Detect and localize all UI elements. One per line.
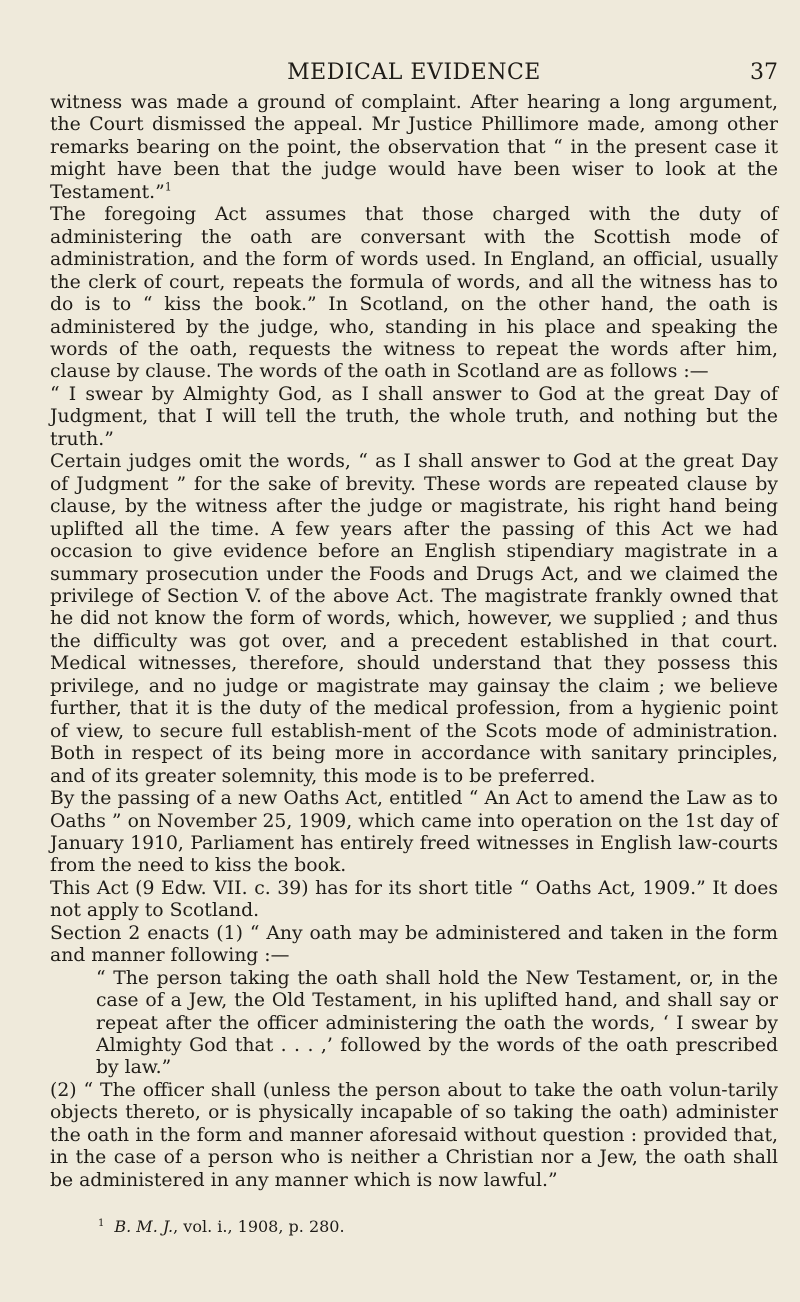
page-header	[50, 60, 778, 90]
page-number: 37	[750, 60, 778, 85]
paragraph: (2) “ The officer shall (unless the person about to take the oath volun-tarily objects thereto, or is physically incapable of so taking the oath) administer the oath in the form and manner aforesaid without question : provided that, in the case of a person who is neither a Christian nor a Jew, the oath shall be administered in any manner which is now lawful.”	[50, 1079, 778, 1191]
statute-quotation: “ The person taking the oath shall hold the New Testament, or, in the case of a Jew, the Old Testament, in his uplifted hand, and shall say or repeat after the officer administering the oath the words, ‘ I swear by Almighty God that . . . ,’ followed by the words of the oath prescribed by law.”	[96, 967, 778, 1079]
paragraph-text: witness was made a ground of complaint. After hearing a long argument, the Court dismissed the appeal. Mr Justice Phillimore made, among other remarks bearing on the point, the observation that “ in the present case it might have been that the judge would have been wiser to look at the Testament.”	[50, 92, 778, 203]
paragraph: Section 2 enacts (1) “ Any oath may be administered and taken in the form and manner following :—	[50, 922, 778, 967]
paragraph: This Act (9 Edw. VII. c. 39) has for its short title “ Oaths Act, 1909.” It does not apply to Scotland.	[50, 877, 778, 922]
oath-quotation: “ I swear by Almighty God, as I shall answer to God at the great Day of Judgment, that I will tell the truth, the whole truth, and nothing but the truth.”	[50, 383, 778, 450]
body-text	[50, 92, 778, 1192]
footnote-reference: 1	[164, 180, 172, 194]
paragraph: The foregoing Act assumes that those charged with the duty of administering the oath are conversant with the Scottish mode of administration, and the form of words used. In England, an official, usually the clerk of court, repeats the formula of words, and all the witness has to do is to “ kiss the book.” In Scotland, on the other hand, the oath is administered by the judge, who, standing in his place and speaking the words of the oath, requests the witness to repeat the words after him, clause by clause. The words of the oath in Scotland are as follows :—	[50, 204, 778, 383]
paragraph: Certain judges omit the words, “ as I shall answer to God at the great Day of Judgment ” for the sake of brevity. These words are repeated clause by clause, by the witness after the judge or magistrate, his right hand being uplifted all the time. A few years after the passing of this Act we had occasion to give evidence before an English stipendiary magistrate in a summary prosecution under the Foods and Drugs Act, and we claimed the privilege of Section V. of the above Act. The magistrate frankly owned that he did not know the form of words, which, however, we supplied ; and thus the difficulty was got over, and a precedent established in that court. Medical witnesses, therefore, should understand that they possess this privilege, and no judge or magistrate may gainsay the claim ; we believe further, that it is the duty of the medical profession, from a hygienic point of view, to secure full establish-ment of the Scots mode of administration. Both in respect of its being more in accordance with sanitary principles, and of its greater solemnity, this mode is to be preferred.	[50, 451, 778, 787]
paragraph	[50, 92, 778, 204]
footnote-details: , vol. i., 1908, p. 280.	[173, 1217, 345, 1236]
footnote-source: B. M. J.	[114, 1217, 174, 1236]
footnote-marker: 1	[98, 1217, 105, 1229]
paragraph: By the passing of a new Oaths Act, entitled “ An Act to amend the Law as to Oaths ” on November 25, 1909, which came into operation on the 1st day of January 1910, Parliament has entirely freed witnesses in English law-courts from the need to kiss the book.	[50, 788, 778, 877]
footnote	[98, 1217, 345, 1236]
running-head: MEDICAL EVIDENCE	[287, 60, 541, 85]
